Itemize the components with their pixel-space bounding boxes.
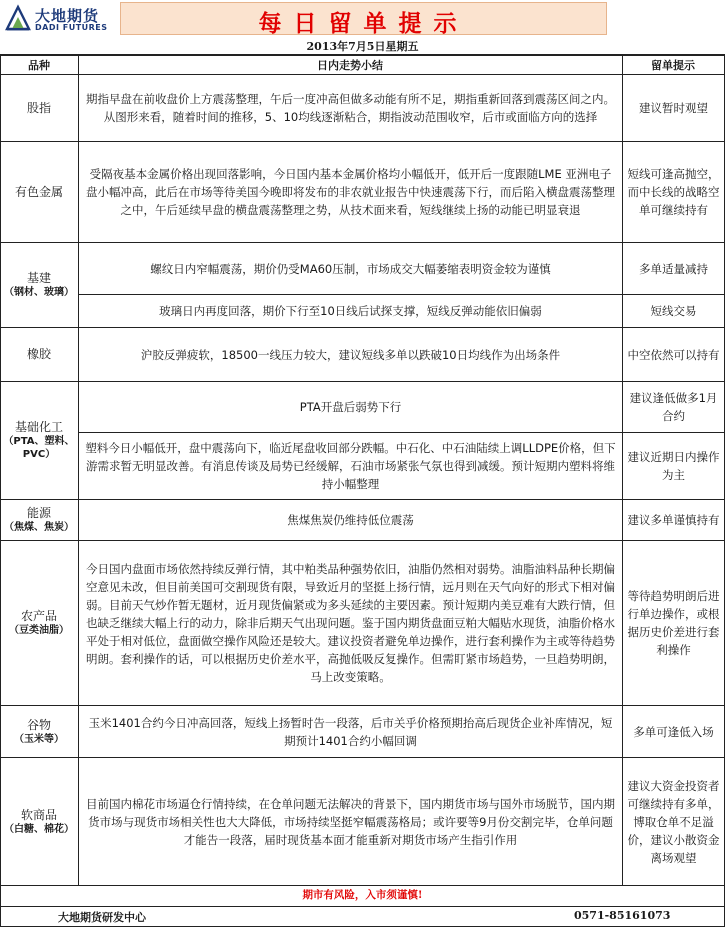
- header-summary: 日内走势小结: [317, 59, 383, 72]
- category-name: 软商品: [20, 807, 57, 822]
- category-name: 基建: [26, 271, 51, 285]
- summary-agri: 今日国内盘面市场依然持续反弹行情，其中粕类品种强势依旧，油脂仍然相对弱势。油脂油料品种长期偏空意见未改，但目前美国可交割现货有限，导致近月的坚挺上扬行情，远月则在天气向好的形式下相对偏弱。目前天气炒作暂无题材，近月现货偏紧或为多头延续的主要因素。预计短期内美豆难有大跌行情，但也缺乏继续大幅上行的动力，除非后期天气出现问题。鉴于国内期货盘面豆粕大幅贴水现货，油脂价格水平处于相对低位，盘面做空操作风险还是较大。建议投资者避免单边操作，进行套利操作为主或等待趋势明朗。套利操作的话，可以根据历史价差水平，高抛低吸反复操作。但需盯紧市场趋势，一旦趋势明朗，马上改变策略。: [86, 562, 615, 684]
- summary-energy: 焦煤焦炭仍维持低位震荡: [287, 513, 414, 527]
- brand-name-cn: 大地期货: [35, 7, 100, 25]
- category-name: 基础化工: [14, 420, 63, 434]
- summary-nonferrous: 受隔夜基本金属价格出现回落影响，今日国内基本金属价格均小幅低开，低开后一度跟随LME 亚洲电子盘小幅冲高，此后在市场等待美国今晚即将发布的非农就业报告中快速震荡下行，而后陷入横盘震荡整理之中，午后延续早盘的横盘震荡整理之势，从技术面来看，短线继续上扬的动能已明显衰退: [86, 167, 615, 217]
- category-name: 农产品: [20, 609, 57, 623]
- category-energy: [0, 500, 78, 540]
- tip-softs: 建议大资金投资者可继续持有多单，博取仓单不足溢价，建议小散资金离场观望: [627, 778, 720, 865]
- category-nonferrous: [0, 142, 78, 242]
- category-name: 有色金属: [14, 184, 63, 199]
- page-title: 每日留单提示: [258, 11, 469, 37]
- category-name: 谷物: [26, 717, 51, 732]
- tip-agri: 等待趋势明朗后进行单边操作，或根据历史价差进行套利操作: [627, 589, 720, 657]
- category-name: 能源: [26, 506, 51, 520]
- category-rubber: [0, 328, 78, 381]
- tip-glass: 短线交易: [650, 304, 697, 318]
- header-tip: 留单提示: [651, 59, 695, 72]
- title-banner: [120, 2, 607, 35]
- tip-rubber: 中空依然可以持有: [627, 347, 720, 362]
- summary-pta: PTA开盘后弱势下行: [299, 400, 402, 414]
- page-header: [0, 0, 725, 38]
- tip-rebar: 多单适量减持: [639, 261, 708, 276]
- dadi-logo-icon: [4, 4, 32, 32]
- row-divider: [0, 885, 725, 886]
- tip-pta: 建议逢低做多1月合约: [629, 391, 718, 423]
- category-subtitle: （豆类油脂）: [9, 625, 69, 636]
- table-border-bottom: [0, 926, 725, 927]
- tip-plastic: 建议近期日内操作为主: [627, 450, 720, 482]
- tip-nonferrous: 短线可逢高抛空，而中长线的战略空单可继续持有: [627, 167, 720, 217]
- category-stock-index: [0, 75, 78, 141]
- summary-softs: 目前国内棉花市场逼仓行情持续，在仓单问题无法解决的背景下，国内期货市场与国外市场脱节，国内期货市场与现货市场相关性也大大降低，市场持续坚挺窄幅震荡格局；或许要等9月份交割完毕，仓单问题才能告一段落，届时现货基本面才能重新对期货市场产生指引作用: [86, 796, 615, 847]
- brand-name-en: DADI FUTURES: [35, 23, 108, 32]
- footer-phone: 0571-85161073: [574, 909, 671, 922]
- summary-plastic: 塑料今日小幅低开，盘中震荡向下，临近尾盘收回部分跌幅。中石化、中石油陆续上调LLDPE价格，但下游需求暂无明显改善。有消息传谈及局势已经缓解，石油市场紧张气氛也得到减缓。预计短期内塑料将维持小幅整理: [85, 441, 616, 491]
- category-subtitle: （白糖、棉花）: [4, 823, 74, 835]
- summary-grain: 玉米1401合约今日冲高回落，短线上扬暂时告一段落，后市关乎价格预期抬高后现货企业补库情况，短期预计1401合约小幅回调: [88, 715, 613, 748]
- category-subtitle: （PTA、塑料、PVC）: [3, 436, 75, 460]
- category-grain: [0, 706, 78, 757]
- category-subtitle: （玉米等）: [14, 733, 64, 745]
- header-category: 品种: [28, 59, 50, 72]
- category-subtitle: （钢材、玻璃）: [4, 287, 74, 298]
- category-softs: [0, 758, 78, 885]
- category-name: 股指: [26, 100, 51, 115]
- footer-org: 大地期货研发中心: [58, 911, 146, 924]
- category-construction: [0, 243, 78, 327]
- category-chemical: [0, 382, 78, 499]
- tip-energy: 建议多单谨慎持有: [627, 513, 720, 527]
- summary-stock-index: 期指早盘在前收盘价上方震荡整理，午后一度冲高但做多动能有所不足，期指重新回落到震荡区间之内。从图形来看，随着时间的推移，5、10均线逐渐粘合，期指波动范围收窄，后市或面临方向的选择: [86, 92, 615, 124]
- summary-rebar: 螺纹日内窄幅震荡，期价仍受MA60压制，市场成交大幅萎缩表明资金较为谨慎: [150, 261, 551, 276]
- tip-stock-index: 建议暂时观望: [639, 101, 708, 115]
- brand-logo: [4, 4, 116, 34]
- tip-grain: 多单可逢低入场: [633, 724, 714, 739]
- row-divider: [0, 906, 725, 907]
- summary-glass: 玻璃日内再度回落，期价下行至10日线后试探支撑，短线反弹动能依旧偏弱: [159, 304, 542, 318]
- summary-rubber: 沪胶反弹疲软，18500一线压力较大，建议短线多单以跌破10日均线作为出场条件: [140, 347, 561, 362]
- category-name: 橡胶: [26, 347, 51, 361]
- category-agri: [0, 541, 78, 705]
- risk-notice: 期市有风险，入市须谨慎!: [302, 889, 423, 901]
- category-subtitle: （焦煤、焦炭）: [4, 522, 74, 533]
- report-date: 2013年7月5日星期五: [306, 40, 419, 53]
